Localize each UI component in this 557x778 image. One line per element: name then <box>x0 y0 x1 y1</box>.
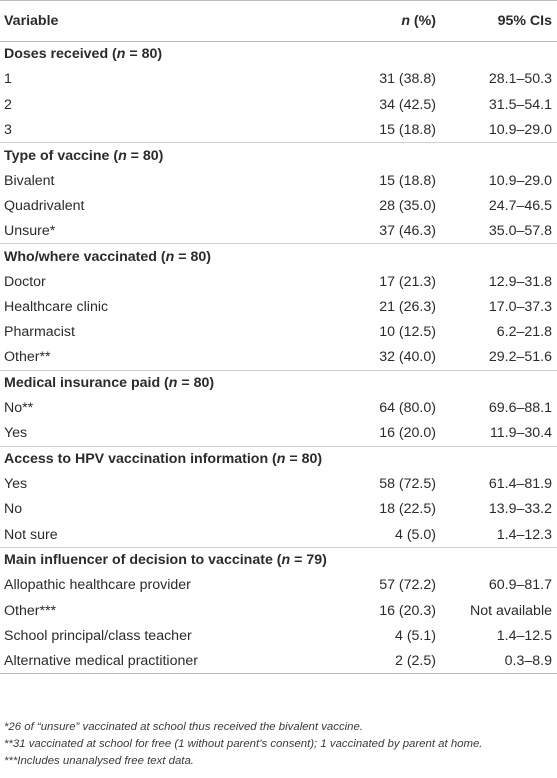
row-ci: 17.0–37.3 <box>488 299 552 316</box>
row-n-percent: 4 (5.1) <box>394 627 436 644</box>
footnote-1: *26 of “unsure” vaccinated at school thus received the bivalent vaccine. <box>4 721 364 733</box>
section-header-row <box>0 42 557 67</box>
table-row <box>0 396 557 421</box>
row-label: Yes <box>4 425 28 442</box>
row-ci: 6.2–21.8 <box>496 324 552 341</box>
header-n-percent <box>350 1 448 42</box>
table-row <box>0 472 557 497</box>
header-row <box>0 1 557 42</box>
section-header-row <box>0 244 557 269</box>
row-n-percent: 57 (72.2) <box>379 577 436 594</box>
row-n-percent: 16 (20.3) <box>379 602 436 619</box>
row-n-percent: 10 (12.5) <box>379 324 436 341</box>
row-label: Allopathic healthcare provider <box>4 577 191 594</box>
row-ci: 11.9–30.4 <box>489 425 552 442</box>
section-header-row <box>0 446 557 471</box>
header-variable: Variable <box>0 1 350 42</box>
table-row <box>0 219 557 244</box>
table-row <box>0 421 557 446</box>
row-label: Not sure <box>4 526 58 543</box>
footnotes <box>4 719 552 769</box>
row-label: No** <box>4 400 34 417</box>
row-ci: 13.9–33.2 <box>488 501 552 518</box>
row-label: 2 <box>4 96 12 113</box>
row-n-percent: 64 (80.0) <box>379 400 436 417</box>
header-n-percent-text: n (%) <box>401 13 436 29</box>
table-row <box>0 573 557 598</box>
row-n-percent: 37 (46.3) <box>379 222 436 239</box>
row-n-percent: 28 (35.0) <box>379 197 436 214</box>
row-label: Yes <box>4 476 28 493</box>
row-ci: 28.1–50.3 <box>488 71 552 88</box>
row-ci: 0.3–8.9 <box>448 649 557 674</box>
row-n-percent: 34 (42.5) <box>379 96 436 113</box>
table-row <box>0 92 557 117</box>
table-row <box>0 598 557 623</box>
section-header-row <box>0 370 557 395</box>
row-ci: 10.9–29.0 <box>488 172 552 189</box>
row-n-percent: 58 (72.5) <box>379 476 436 493</box>
table-row <box>0 345 557 370</box>
table-row <box>0 269 557 294</box>
row-ci: Not available <box>469 602 552 619</box>
row-ci: 1.4–12.3 <box>496 526 552 543</box>
section-title: Access to HPV vaccination information (n = 80) <box>0 446 557 471</box>
row-label: No <box>4 501 23 518</box>
footnote-2: **31 vaccinated at school for free (1 without parent’s consent); 1 vaccinated by parent at home. <box>4 737 483 750</box>
row-ci: 1.4–12.5 <box>496 627 552 644</box>
section-title: Doses received (n = 80) <box>4 46 163 63</box>
row-label: Quadrivalent <box>4 197 85 214</box>
row-ci: 60.9–81.7 <box>488 577 552 594</box>
row-n-percent: 2 (2.5) <box>350 649 448 674</box>
table-row <box>0 117 557 142</box>
section-title: Medical insurance paid (n = 80) <box>0 370 557 395</box>
row-label: 1 <box>4 71 12 88</box>
header-ci: 95% CIs <box>448 1 557 42</box>
row-ci: 24.7–46.5 <box>488 197 552 214</box>
row-ci: 12.9–31.8 <box>488 273 552 290</box>
row-label: 3 <box>4 121 12 138</box>
row-ci: 29.2–51.6 <box>488 349 552 366</box>
row-ci: 69.6–88.1 <box>488 400 552 417</box>
row-label: School principal/class teacher <box>4 627 192 644</box>
table-row <box>0 67 557 92</box>
row-label: Other*** <box>4 602 57 619</box>
row-n-percent: 15 (18.8) <box>379 172 436 189</box>
row-label: Doctor <box>4 273 46 290</box>
section-header-row <box>0 547 557 572</box>
row-n-percent: 4 (5.0) <box>394 526 436 543</box>
table-row <box>0 623 557 648</box>
footnote-3: ***Includes unanalysed free text data. <box>4 754 194 767</box>
row-n-percent: 16 (20.0) <box>379 425 436 442</box>
row-label: Alternative medical practitioner <box>0 649 350 674</box>
section-title: Main influencer of decision to vaccinate (n = 79) <box>0 547 557 572</box>
row-n-percent: 31 (38.8) <box>379 71 436 88</box>
table-row <box>0 320 557 345</box>
row-ci: 10.9–29.0 <box>488 121 552 138</box>
table-row <box>0 497 557 522</box>
table-row <box>0 193 557 218</box>
table-row <box>0 649 557 674</box>
table-row <box>0 294 557 319</box>
row-n-percent: 15 (18.8) <box>379 121 436 138</box>
row-ci: 35.0–57.8 <box>488 222 552 239</box>
row-n-percent: 18 (22.5) <box>379 501 436 518</box>
table-body <box>0 42 557 674</box>
row-label: Other** <box>4 349 51 366</box>
row-ci: 61.4–81.9 <box>488 476 552 493</box>
row-n-percent: 17 (21.3) <box>379 273 436 290</box>
section-header-row <box>0 143 557 168</box>
row-ci: 31.5–54.1 <box>488 96 552 113</box>
section-title: Type of vaccine (n = 80) <box>0 143 557 168</box>
row-label: Unsure* <box>4 222 56 239</box>
row-n-percent: 32 (40.0) <box>379 349 436 366</box>
table-row <box>0 168 557 193</box>
table-row <box>0 522 557 547</box>
row-label: Pharmacist <box>4 324 75 341</box>
section-title: Who/where vaccinated (n = 80) <box>0 244 557 269</box>
row-label: Healthcare clinic <box>4 299 109 316</box>
row-n-percent: 21 (26.3) <box>379 299 436 316</box>
row-label: Bivalent <box>4 172 55 189</box>
